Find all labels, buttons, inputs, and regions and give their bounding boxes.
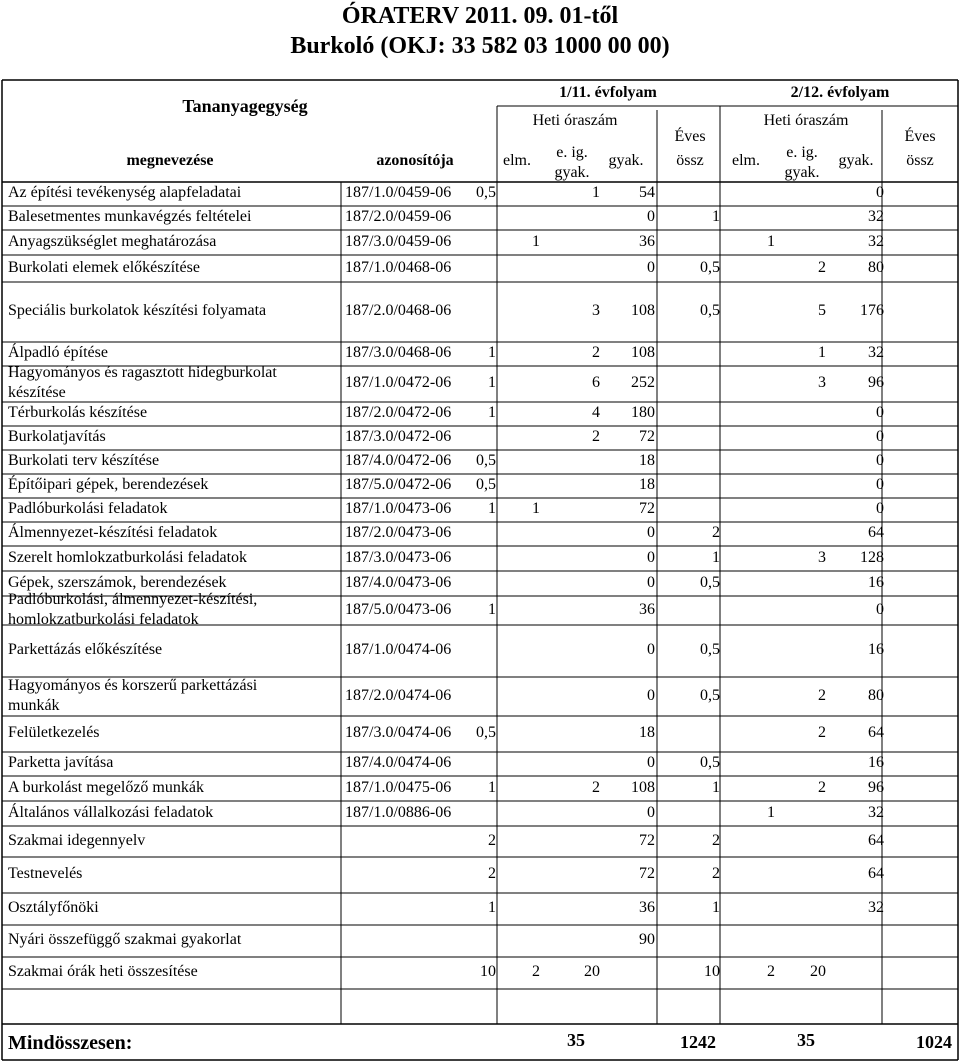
row-value: 32 [868,208,884,225]
row-value: 16 [868,573,884,591]
row-value: 0 [647,573,655,591]
row-name: Felületkezelés [8,724,100,741]
row-value: 10 [480,963,496,980]
row-id: 187/2.0/0473-06 [345,524,452,541]
row-value: 20 [810,963,826,980]
row-value: 32 [868,232,884,250]
row-value: 0 [876,404,884,421]
row-value: 16 [868,641,884,658]
row-value: 108 [631,302,655,319]
total-y2-weekly: 35 [797,1030,815,1050]
row-name: Burkolatjavítás [8,428,106,445]
row-value: 0,5 [476,184,496,201]
row-value: 0,5 [476,452,496,469]
row-name: munkák [8,696,60,714]
header-year1: 1/11. évfolyam [559,84,657,101]
row-name: Szakmai idegennyelv [8,831,146,849]
row-id: 187/2.0/0459-06 [345,208,452,225]
row-value: 2 [592,428,600,445]
row-name: Szerelt homlokzatburkolási feladatok [8,548,248,566]
row-value: 1 [532,232,540,250]
header-ossz-1: össz [676,152,704,169]
row-value: 108 [631,344,655,361]
row-value: 176 [860,302,884,319]
row-value: 0 [647,548,655,566]
row-value: 1 [767,232,775,250]
row-value: 3 [592,302,600,319]
row-value: 0 [647,686,655,704]
header-gyak-1: gyak. [608,152,644,169]
row-id: 187/4.0/0473-06 [345,573,452,591]
row-value: 36 [639,600,655,618]
row-name: Nyári összefüggő szakmai gyakorlat [8,931,242,948]
row-id: 187/1.0/0459-06 [345,184,452,201]
total-y2-yearly: 1024 [916,1032,952,1052]
header-eves-1: Éves [674,128,706,145]
row-value: 0,5 [700,641,720,658]
total-label: Mindösszesen: [8,1032,133,1054]
header-azonositoja: azonosítója [376,152,454,169]
row-name: A burkolást megelőző munkák [8,778,204,796]
row-name: Osztályfőnöki [8,899,99,916]
row-name: homlokzatburkolási feladatok [8,610,199,628]
row-value: 72 [639,428,655,445]
row-value: 32 [868,344,884,361]
row-value: 2 [818,686,826,704]
row-name: Burkolati elemek előkészítése [8,258,200,276]
row-value: 0 [647,524,655,541]
row-value: 2 [488,865,496,882]
row-value: 180 [631,404,655,421]
row-id: 187/1.0/0475-06 [345,778,452,796]
row-value: 2 [818,778,826,796]
row-name: Gépek, szerszámok, berendezések [8,573,227,591]
row-value: 16 [868,754,884,771]
header-eig-2: e. ig. [786,144,818,161]
header-tananyagegyseg: Tananyagegység [182,96,308,116]
row-id: 187/3.0/0468-06 [345,344,452,361]
row-value: 18 [639,724,655,741]
row-value: 32 [868,899,884,916]
row-value: 90 [639,931,655,948]
row-value: 108 [631,778,655,796]
row-name: Padlóburkolási feladatok [8,500,168,517]
row-value: 1 [767,803,775,821]
row-value: 2 [532,963,540,980]
row-id: 187/1.0/0473-06 [345,500,452,517]
row-value: 3 [818,374,826,391]
row-value: 2 [712,865,720,882]
row-value: 1 [488,500,496,517]
row-value: 0 [876,476,884,493]
row-id: 187/1.0/0468-06 [345,258,452,276]
row-value: 0,5 [700,686,720,704]
row-value: 64 [868,724,884,741]
row-value: 0 [876,600,884,618]
row-id: 187/1.0/0886-06 [345,803,452,821]
row-name: Szakmai órák heti összesítése [8,963,198,980]
row-value: 0 [647,754,655,771]
row-value: 252 [631,374,655,391]
row-value: 0,5 [700,754,720,771]
row-value: 3 [818,548,826,566]
row-value: 1 [488,600,496,618]
row-value: 1 [488,374,496,391]
row-value: 0,5 [476,476,496,493]
row-value: 1 [712,778,720,796]
row-id: 187/3.0/0474-06 [345,724,452,741]
row-value: 2 [712,524,720,541]
total-y1-weekly: 35 [567,1030,585,1050]
row-id: 187/1.0/0472-06 [345,374,452,391]
row-value: 2 [592,344,600,361]
row-value: 64 [868,524,884,541]
row-value: 10 [704,963,720,980]
row-name: Testnevelés [8,865,83,882]
row-value: 4 [592,404,600,421]
row-value: 0 [647,208,655,225]
row-id: 187/5.0/0473-06 [345,600,452,618]
row-name: Építőipari gépek, berendezések [8,476,209,493]
row-id: 187/4.0/0474-06 [345,754,452,771]
row-value: 64 [868,831,884,849]
row-value: 20 [584,963,600,980]
row-value: 72 [639,831,655,849]
row-id: 187/3.0/0473-06 [345,548,452,566]
row-value: 80 [868,686,884,704]
row-id: 187/2.0/0472-06 [345,404,452,421]
page-title: ÓRATERV 2011. 09. 01-től [341,3,619,29]
row-value: 0 [876,184,884,201]
row-name: Hagyományos és korszerű parkettázási [8,676,258,694]
header-gyak-ig-2: gyak. [784,164,820,181]
row-name: Anyagszükséglet meghatározása [8,232,217,250]
header-eig-1: e. ig. [556,144,588,161]
row-value: 96 [868,778,884,796]
row-value: 0 [876,500,884,517]
row-value: 2 [818,258,826,276]
row-value: 2 [488,831,496,849]
header-elm-1: elm. [503,152,531,169]
row-value: 0,5 [700,258,720,276]
row-name: Balesetmentes munkavégzés feltételei [8,208,252,225]
header-eves-2: Éves [904,128,936,145]
row-name: készítése [8,384,66,401]
row-value: 5 [818,302,826,319]
row-value: 1 [488,899,496,916]
row-value: 0,5 [700,302,720,319]
row-value: 1 [488,778,496,796]
row-value: 80 [868,258,884,276]
row-value: 18 [639,452,655,469]
row-value: 1 [532,500,540,517]
row-value: 0 [647,641,655,658]
row-name: Padlóburkolási, álmennyezet-készítési, [8,590,258,608]
row-value: 2 [818,724,826,741]
row-value: 0,5 [700,573,720,591]
header-year2: 2/12. évfolyam [790,84,890,101]
row-value: 1 [712,548,720,566]
row-value: 18 [639,476,655,493]
header-gyak-ig-1: gyak. [554,164,590,181]
header-megnevezese: megnevezése [126,152,214,169]
row-name: Álmennyezet-készítési feladatok [8,524,218,541]
total-y1-yearly: 1242 [680,1032,716,1052]
row-value: 0 [876,452,884,469]
row-value: 128 [860,548,884,566]
page-subtitle: Burkoló (OKJ: 33 582 03 1000 00 00) [290,33,670,59]
row-value: 1 [712,208,720,225]
row-name: Speciális burkolatok készítési folyamata [8,302,267,319]
row-value: 0 [647,258,655,276]
row-value: 36 [639,232,655,250]
row-value: 64 [868,865,884,882]
row-value: 0,5 [476,724,496,741]
row-value: 72 [639,865,655,882]
row-name: Az építési tevékenység alapfeladatai [8,184,242,201]
row-id: 187/5.0/0472-06 [345,476,452,493]
row-id: 187/2.0/0474-06 [345,686,452,704]
row-id: 187/2.0/0468-06 [345,302,452,319]
row-value: 1 [488,344,496,361]
row-value: 2 [767,963,775,980]
row-name: Burkolati terv készítése [8,452,160,469]
row-id: 187/4.0/0472-06 [345,452,452,469]
row-value: 0 [647,803,655,821]
row-id: 187/1.0/0474-06 [345,641,452,658]
row-id: 187/3.0/0459-06 [345,232,452,250]
row-value: 0 [876,428,884,445]
row-name: Parketta javítása [8,754,114,771]
header-heti-1: Heti óraszám [532,112,618,129]
row-id: 187/3.0/0472-06 [345,428,452,445]
row-name: Parkettázás előkészítése [8,641,163,658]
row-value: 1 [592,184,600,201]
row-value: 96 [868,374,884,391]
row-name: Térburkolás készítése [8,404,148,421]
header-gyak-2: gyak. [838,152,874,169]
row-value: 1 [818,344,826,361]
header-elm-2: elm. [732,152,760,169]
row-value: 1 [488,404,496,421]
row-value: 36 [639,899,655,916]
row-value: 2 [592,778,600,796]
header-ossz-2: össz [906,152,934,169]
row-value: 2 [712,831,720,849]
row-name: Álpadló építése [8,344,108,361]
header-heti-2: Heti óraszám [763,112,849,129]
row-value: 32 [868,803,884,821]
row-value: 1 [712,899,720,916]
row-value: 6 [592,374,600,391]
row-name: Általános vállalkozási feladatok [8,803,214,821]
row-value: 54 [639,184,655,201]
row-value: 72 [639,500,655,517]
row-name: Hagyományos és ragasztott hidegburkolat [8,364,277,381]
